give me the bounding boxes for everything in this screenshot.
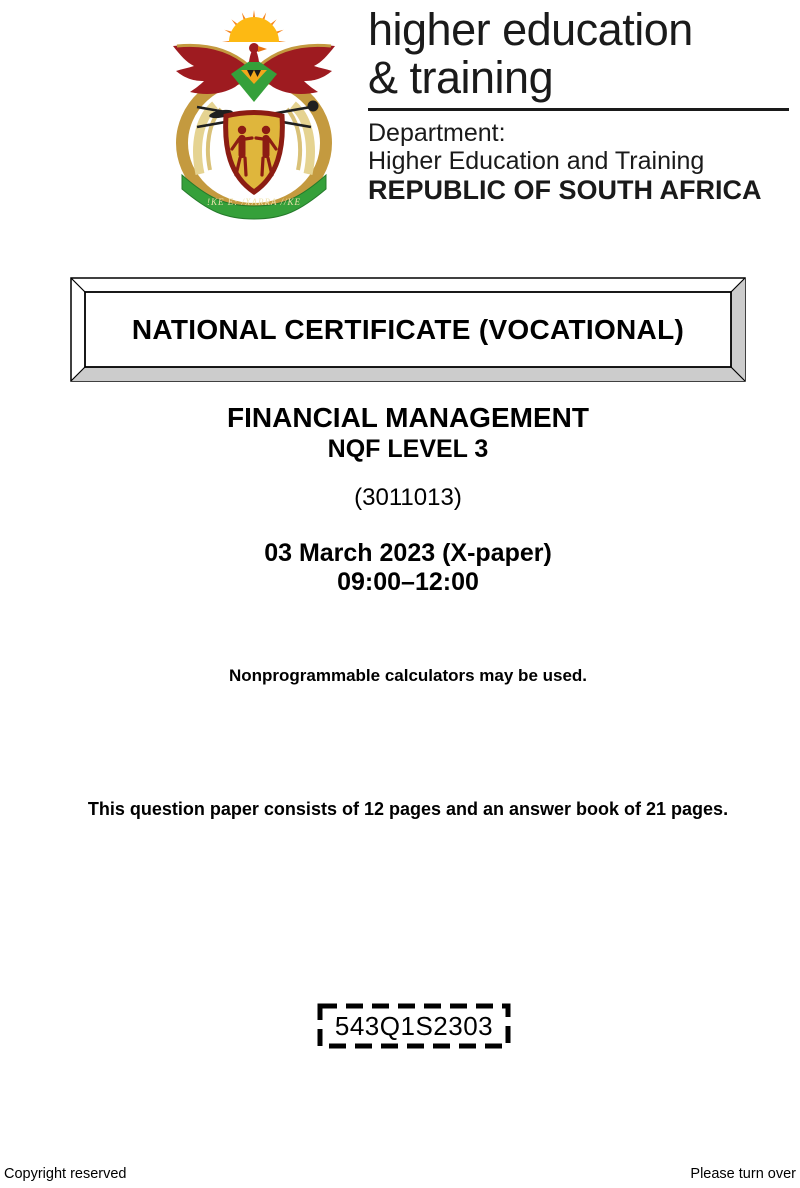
pages-note: This question paper consists of 12 pages and an answer book of 21 pages.: [87, 799, 729, 819]
country-name: REPUBLIC OF SOUTH AFRICA: [368, 175, 762, 205]
motto-text: !KE E: /XARRA //KE: [206, 197, 302, 207]
wordmark-line2: & training: [368, 52, 554, 103]
header-divider: [368, 108, 789, 111]
department-name: Higher Education and Training: [368, 147, 705, 175]
coat-of-arms-logo: [163, 8, 345, 220]
nqf-level: NQF LEVEL 3: [327, 435, 489, 463]
title-banner: [70, 277, 746, 382]
wordmark-line1: higher education: [368, 4, 693, 55]
sun-rays: [222, 10, 286, 42]
subject-title: FINANCIAL MANAGEMENT: [227, 402, 589, 433]
subject-code: (3011013): [354, 484, 462, 511]
banner-title: NATIONAL CERTIFICATE (VOCATIONAL): [131, 313, 685, 345]
department-label: Department:: [368, 119, 506, 147]
paper-code-box: [317, 1003, 511, 1049]
calculator-note: Nonprogrammable calculators may be used.: [228, 666, 588, 685]
footer-copyright: Copyright reserved: [4, 1166, 127, 1182]
paper-code: 543Q1S2303: [334, 1010, 494, 1041]
bird-head: [249, 43, 267, 62]
shield: [226, 113, 283, 193]
exam-time: 09:00–12:00: [337, 568, 479, 596]
dhet-wordmark: [368, 6, 794, 205]
exam-date: 03 March 2023 (X-paper): [264, 539, 552, 567]
footer-turnover: Please turn over: [690, 1166, 796, 1182]
